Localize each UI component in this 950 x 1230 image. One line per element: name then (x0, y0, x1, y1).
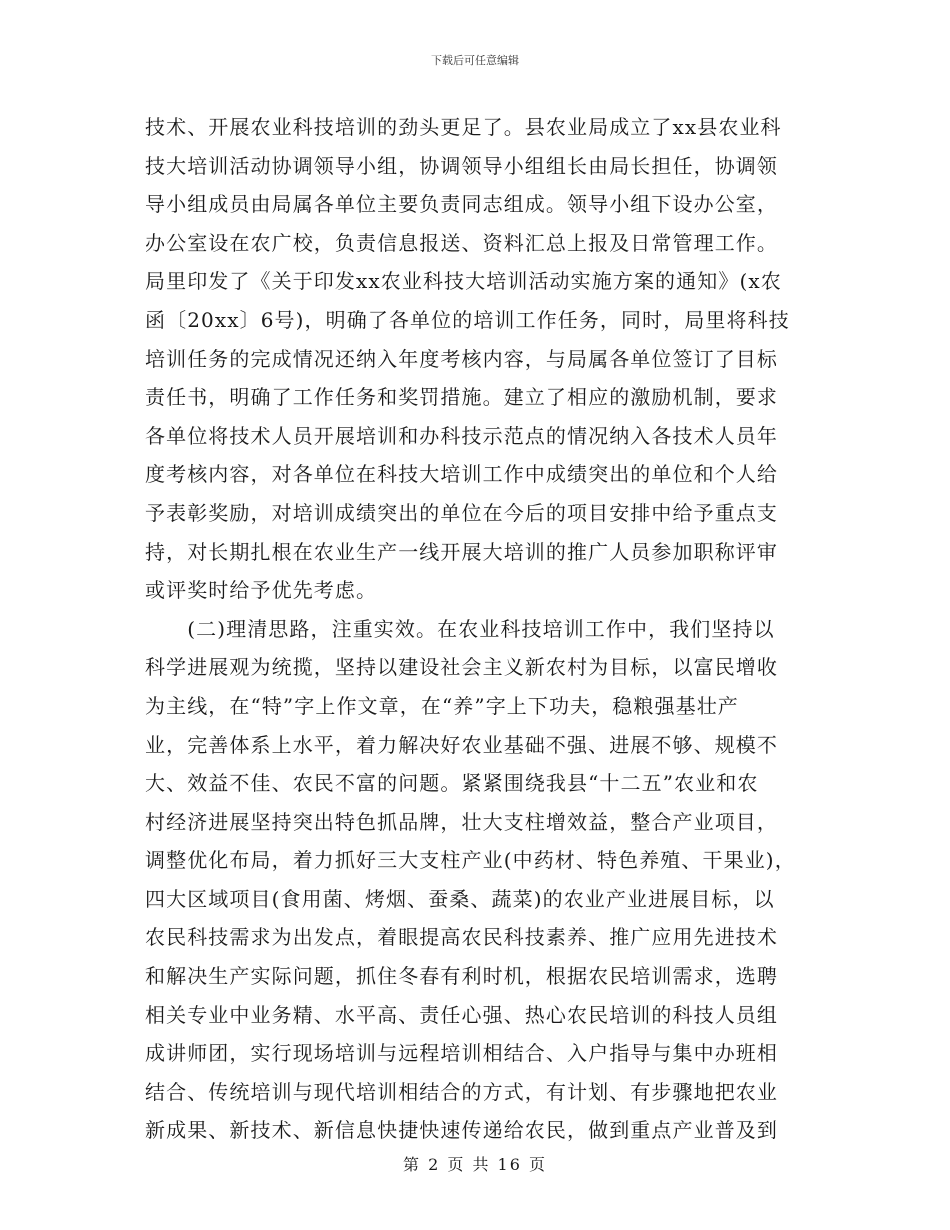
text-line: 村经济进展坚持突出特色抓品牌，壮大支柱增效益，整合产业项目， (145, 809, 778, 834)
text-line: 持，对长期扎根在农业生产一线开展大培训的推广人员参加职称评审 (145, 539, 778, 564)
text-line: 四大区域项目(食用菌、烤烟、蚕桑、蔬菜)的农业产业进展目标，以 (145, 886, 775, 911)
text-line: 业，完善体系上水平，着力解决好农业基础不强、进展不够、规模不 (145, 732, 778, 757)
text-line: 技大培训活动协调领导小组，协调领导小组组长由局长担任，协调领 (145, 153, 778, 178)
text-line: 责任书，明确了工作任务和奖罚措施。建立了相应的激励机制，要求 (145, 385, 778, 410)
text-line: 培训任务的完成情况还纳入年度考核内容，与局属各单位签订了目标 (145, 346, 778, 371)
text-line: 相关专业中业务精、水平高、责任心强、热心农民培训的科技人员组 (145, 1002, 778, 1027)
text-line: 新成果、新技术、新信息快捷快速传递给农民，做到重点产业普及到 (145, 1118, 778, 1143)
page-footer: 第 2 页 共 16 页 (403, 1155, 547, 1174)
text-line: 结合、传统培训与现代培训相结合的方式，有计划、有步骤地把农业 (145, 1079, 778, 1104)
text-line: 科学进展观为统揽，坚持以建设社会主义新农村为目标，以富民增收 (145, 655, 778, 680)
text-line: 农民科技需求为出发点，着眼提高农民科技素养、推广应用先进技术 (145, 925, 778, 950)
text-line: 局里印发了《关于印发xx农业科技大培训活动实施方案的通知》(x农 (145, 269, 782, 294)
document-body (145, 108, 807, 1150)
text-line: 大、效益不佳、农民不富的问题。紧紧围绕我县“十二五”农业和农 (145, 771, 759, 796)
text-line: 技术、开展农业科技培训的劲头更足了。县农业局成立了xx县农业科 (145, 115, 782, 139)
text-line: 度考核内容，对各单位在科技大培训工作中成绩突出的单位和个人给 (145, 462, 778, 487)
text-line: 调整优化布局，着力抓好三大支柱产业(中药材、特色养殖、干果业)， (145, 848, 796, 873)
text-line: 予表彰奖励，对培训成绩突出的单位在今后的项目安排中给予重点支 (145, 500, 778, 525)
text-line: 导小组成员由局属各单位主要负责同志组成。领导小组下设办公室， (145, 192, 778, 217)
text-line: 各单位将技术人员开展培训和办科技示范点的情况纳入各技术人员年 (145, 423, 778, 448)
text-line: 为主线，在“特”字上作文章，在“养”字上下功夫，稳粮强基壮产 (145, 693, 739, 718)
text-line: 办公室设在农广校，负责信息报送、资料汇总上报及日常管理工作。 (145, 230, 778, 255)
text-line: 和解决生产实际问题，抓住冬春有利时机，根据农民培训需求，选聘 (145, 964, 778, 989)
text-line: 或评奖时给予优先考虑。 (145, 578, 378, 603)
text-line: 成讲师团，实行现场培训与远程培训相结合、入户指导与集中办班相 (145, 1041, 778, 1066)
text-line: 函〔20xx〕6号)，明确了各单位的培训工作任务，同时，局里将科技 (145, 307, 790, 332)
text-line: (二)理清思路，注重实效。在农业科技培训工作中，我们坚持以 (145, 616, 775, 641)
page-header: 下载后可任意编辑 (431, 54, 519, 67)
